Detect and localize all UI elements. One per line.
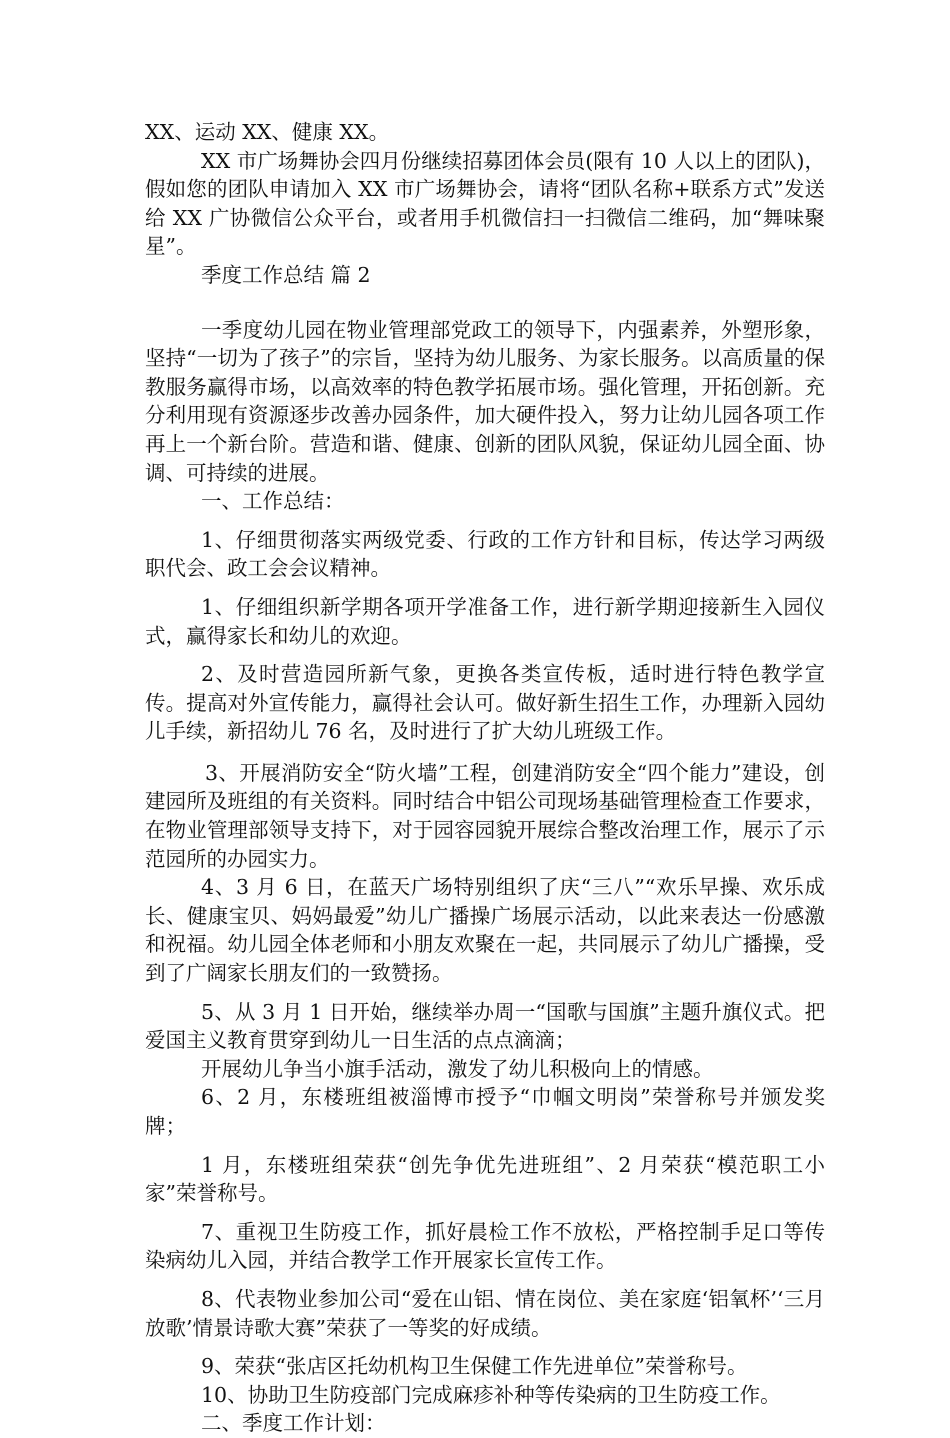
- section-heading-part2: 季度工作总结 篇 2: [201, 262, 371, 287]
- paragraph-item-1b: 1、仔细组织新学期各项开学准备工作，进行新学期迎接新生入园仪式，赢得家长和幼儿的欢迎。: [145, 594, 825, 648]
- paragraph-item-6: 6、2 月，东楼班组被淄博市授予“巾帼文明岗”荣誉称号并颁发奖牌；: [145, 1085, 825, 1138]
- paragraph-item-1a: 1、仔细贯彻落实两级党委、行政的工作方针和目标，传达学习两级职代会、政工会会议精神。: [145, 527, 825, 581]
- heading-work-summary: 一、工作总结：: [201, 489, 345, 514]
- paragraph-item-2: 2、及时营造园所新气象，更换各类宣传板，适时进行特色教学宣传。提高对外宣传能力，赢得社会认可。做好新生招生工作，办理新入园幼儿手续，新招幼儿 76 名，及时进行了扩大幼儿班级工作。: [145, 662, 825, 744]
- paragraph-item-6-cont: 1 月，东楼班组荣获“创先争优先进班组”、2 月荣获“模范职工小家”荣誉称号。: [145, 1152, 825, 1206]
- document-body: [145, 118, 825, 1438]
- heading-quarter-plan: 二、季度工作计划：: [201, 1411, 386, 1436]
- paragraph-continued-list: XX、运动 XX、健康 XX。: [145, 120, 390, 144]
- paragraph-item-7: 7、重视卫生防疫工作，抓好晨检工作不放松，严格控制手足口等传染病幼儿入园，并结合教学工作开展家长宣传工作。: [145, 1219, 825, 1273]
- paragraph-intro: 一季度幼儿园在物业管理部党政工的领导下，内强素养，外塑形象，坚持“一切为了孩子”的宗旨，坚持为幼儿服务、为家长服务。以高质量的保教服务赢得市场，以高效率的特色教学拓展市场。强化管理，开拓创新。充分利用现有资源逐步改善办园条件，加大硬件投入，努力让幼儿园各项工作再上一个新台阶。营造和谐、健康、创新的团队风貌，保证幼儿园全面、协调、可持续的进展。: [145, 317, 825, 485]
- paragraph-item-10: 10、协助卫生防疫部门完成麻疹补种等传染病的卫生防疫工作。: [201, 1382, 781, 1407]
- paragraph-item-8: 8、代表物业参加公司“爱在山铝、情在岗位、美在家庭‘铝氧杯’‘三月放歌’情景诗歌大赛”荣获了一等奖的好成绩。: [145, 1286, 825, 1340]
- paragraph-item-9: 9、荣获“张店区托幼机构卫生保健工作先进单位”荣誉称号。: [201, 1354, 748, 1379]
- paragraph-item-5: 5、从 3 月 1 日开始，继续举办周一“国歌与国旗”主题升旗仪式。把爱国主义教育贯穿到幼儿一日生活的点点滴滴；: [145, 999, 825, 1053]
- paragraph-item-5-cont: 开展幼儿争当小旗手活动，激发了幼儿积极向上的情感。: [201, 1056, 714, 1081]
- paragraph-recruitment-notice: XX 市广场舞协会四月份继续招募团体会员(限有 10 人以上的团队)，假如您的团队申请加入 XX 市广场舞协会，请将“团队名称+联系方式”发送给 XX 广协微信公众平台，或者用手机微信扫一扫微信二维码，加“舞味聚星”。: [145, 148, 825, 259]
- paragraph-item-3: 3、开展消防安全“防火墙”工程，创建消防安全“四个能力”建设，创建园所及班组的有关资料。同时结合中铝公司现场基础管理检查工作要求，在物业管理部领导支持下，对于园容园貌开展综合整改治理工作，展示了示范园所的办园实力。: [145, 760, 825, 871]
- paragraph-item-4: 4、3 月 6 日，在蓝天广场特别组织了庆“三八”“欢乐早操、欢乐成长、健康宝贝、妈妈最爱”幼儿广播操广场展示活动，以此来表达一份感激和祝福。幼儿园全体老师和小朋友欢聚在一起，共同展示了幼儿广播操，受到了广阔家长朋友们的一致赞扬。: [145, 875, 825, 986]
